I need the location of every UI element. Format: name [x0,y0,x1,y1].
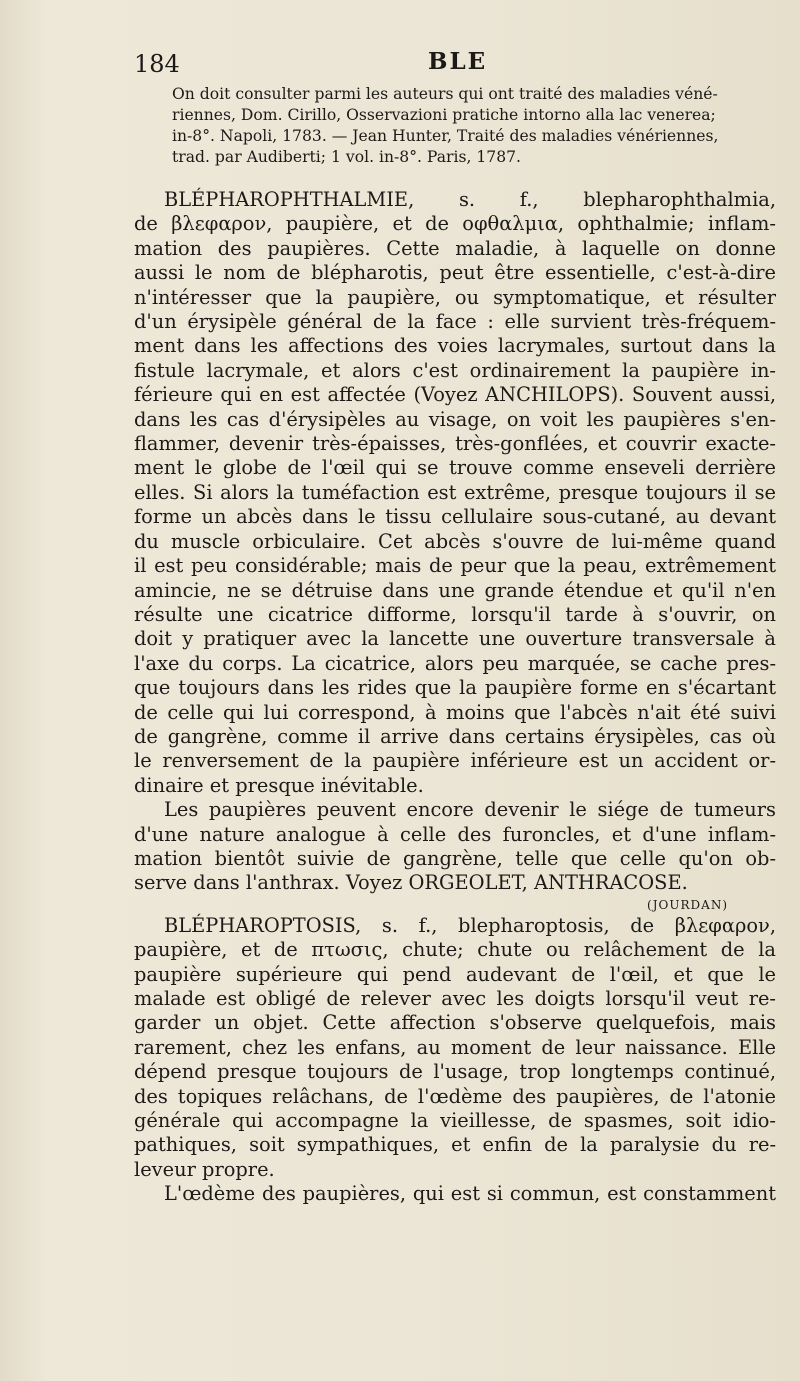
text-line: fistule lacrymale, et alors c'est ordinairement la paupière in- [134,358,776,382]
text-line: Les paupières peuvent encore devenir le siége de tumeurs [164,798,776,822]
author-signature: (JOURDAN) [647,897,728,912]
text-line: férieure qui en est affectée (Voyez ANCHILOPS). Souvent aussi, [134,383,776,407]
text-line: pathiques, soit sympathiques, et enfin de la paralysie du re- [134,1133,776,1157]
text-line: dans les cas d'érysipèles au visage, on voit les paupières s'en- [134,407,776,431]
text-line: l'axe du corps. La cicatrice, alors peu marquée, se cache pres- [134,651,776,675]
text-line: paupière supérieure qui pend audevant de l'œil, et que le [134,962,776,986]
text-line: mation des paupières. Cette maladie, à laquelle on donne [134,236,776,260]
note-line: On doit consulter parmi les auteurs qui ont traité des maladies véné- [172,85,718,103]
text-line: serve dans l'anthrax. Voyez ORGEOLET, ANTHRACOSE. [134,871,688,895]
text-line: garder un objet. Cette affection s'observe quelquefois, mais [134,1011,776,1035]
note-line: riennes, Dom. Cirillo, Osservazioni pratiche intorno alla lac venerea; [172,106,716,124]
entry-blepharoptosis [134,914,776,1207]
text-line: du muscle orbiculaire. Cet abcès s'ouvre de lui-même quand [134,529,776,553]
text-line: BLÉPHAROPHTHALMIE, s. f., blepharophthalmia, [164,188,776,211]
text-line: dépend presque toujours de l'usage, trop longtemps continué, [134,1060,776,1084]
text-line: paupière, et de πτωσις, chute; chute ou relâchement de la [134,938,776,962]
text-line: BLÉPHAROPTOSIS, s. f., blepharoptosis, de βλεφαρον, [164,913,776,937]
text-line: n'intéresser que la paupière, ou symptomatique, et résulter [134,285,776,309]
text-line: ment le globe de l'œil qui se trouve comme enseveli derrière [134,456,776,480]
bibliographic-note [172,84,776,168]
text-line: mation bientôt suivie de gangrène, telle que celle qu'on ob- [134,846,776,870]
text-line: que toujours dans les rides que la paupière forme en s'écartant [134,676,776,700]
main-text [134,188,776,1207]
text-line: leveur propre. [134,1157,275,1181]
text-line: ment dans les affections des voies lacrymales, surtout dans la [134,334,776,358]
text-line: elles. Si alors la tuméfaction est extrême, presque toujours il se [134,480,776,504]
running-head: BLE [428,48,488,75]
text-line: de celle qui lui correspond, à moins que l'abcès n'ait été suivi [134,700,776,724]
text-line: des topiques relâchans, de l'œdème des paupières, de l'atonie [134,1084,776,1108]
text-line: résulte une cicatrice difforme, lorsqu'il tarde à s'ouvrir, on [134,602,776,626]
text-line: flammer, devenir très-épaisses, très-gonflées, et couvrir exacte- [134,432,776,456]
text-line: rarement, chez les enfans, au moment de leur naissance. Elle [134,1035,776,1059]
text-line: le renversement de la paupière inférieure est un accident or- [134,749,776,773]
entry-blepharophthalmie [134,188,776,914]
text-line: malade est obligé de relever avec les doigts lorsqu'il veut re- [134,987,776,1010]
text-line: de βλεφαρον, paupière, et de οφθαλμια, ophthalmie; inflam- [134,212,776,236]
note-line: trad. par Audiberti; 1 vol. in-8°. Paris, 1787. [172,148,522,166]
text-line: générale qui accompagne la vieillesse, de spasmes, soit idio- [134,1109,776,1133]
text-line: forme un abcès dans le tissu cellulaire sous-cutané, au devant [134,505,776,529]
page-header [134,44,776,84]
text-line: dinaire et presque inévitable. [134,773,424,797]
page-number: 184 [134,50,180,78]
text-line: aussi le nom de blépharotis, peut être essentielle, c'est-à-dire [134,261,776,285]
text-line: doit y pratiquer avec la lancette une ouverture transversale à [134,627,776,651]
text-line: il est peu considérable; mais de peur que la peau, extrêmement [134,554,776,578]
text-line: amincie, ne se détruise dans une grande étendue et qu'il n'en [134,578,776,602]
note-line: in-8°. Napoli, 1783. — Jean Hunter, Traité des maladies vénériennes, [172,127,719,145]
text-line: L'œdème des paupières, qui est si commun, est constamment [164,1182,776,1206]
text-line: de gangrène, comme il arrive dans certains érysipèles, cas où [134,724,776,748]
text-line: d'un érysipèle général de la face : elle survient très-fréquem- [134,310,776,334]
text-line: d'une nature analogue à celle des furoncles, et d'une inflam- [134,822,776,846]
